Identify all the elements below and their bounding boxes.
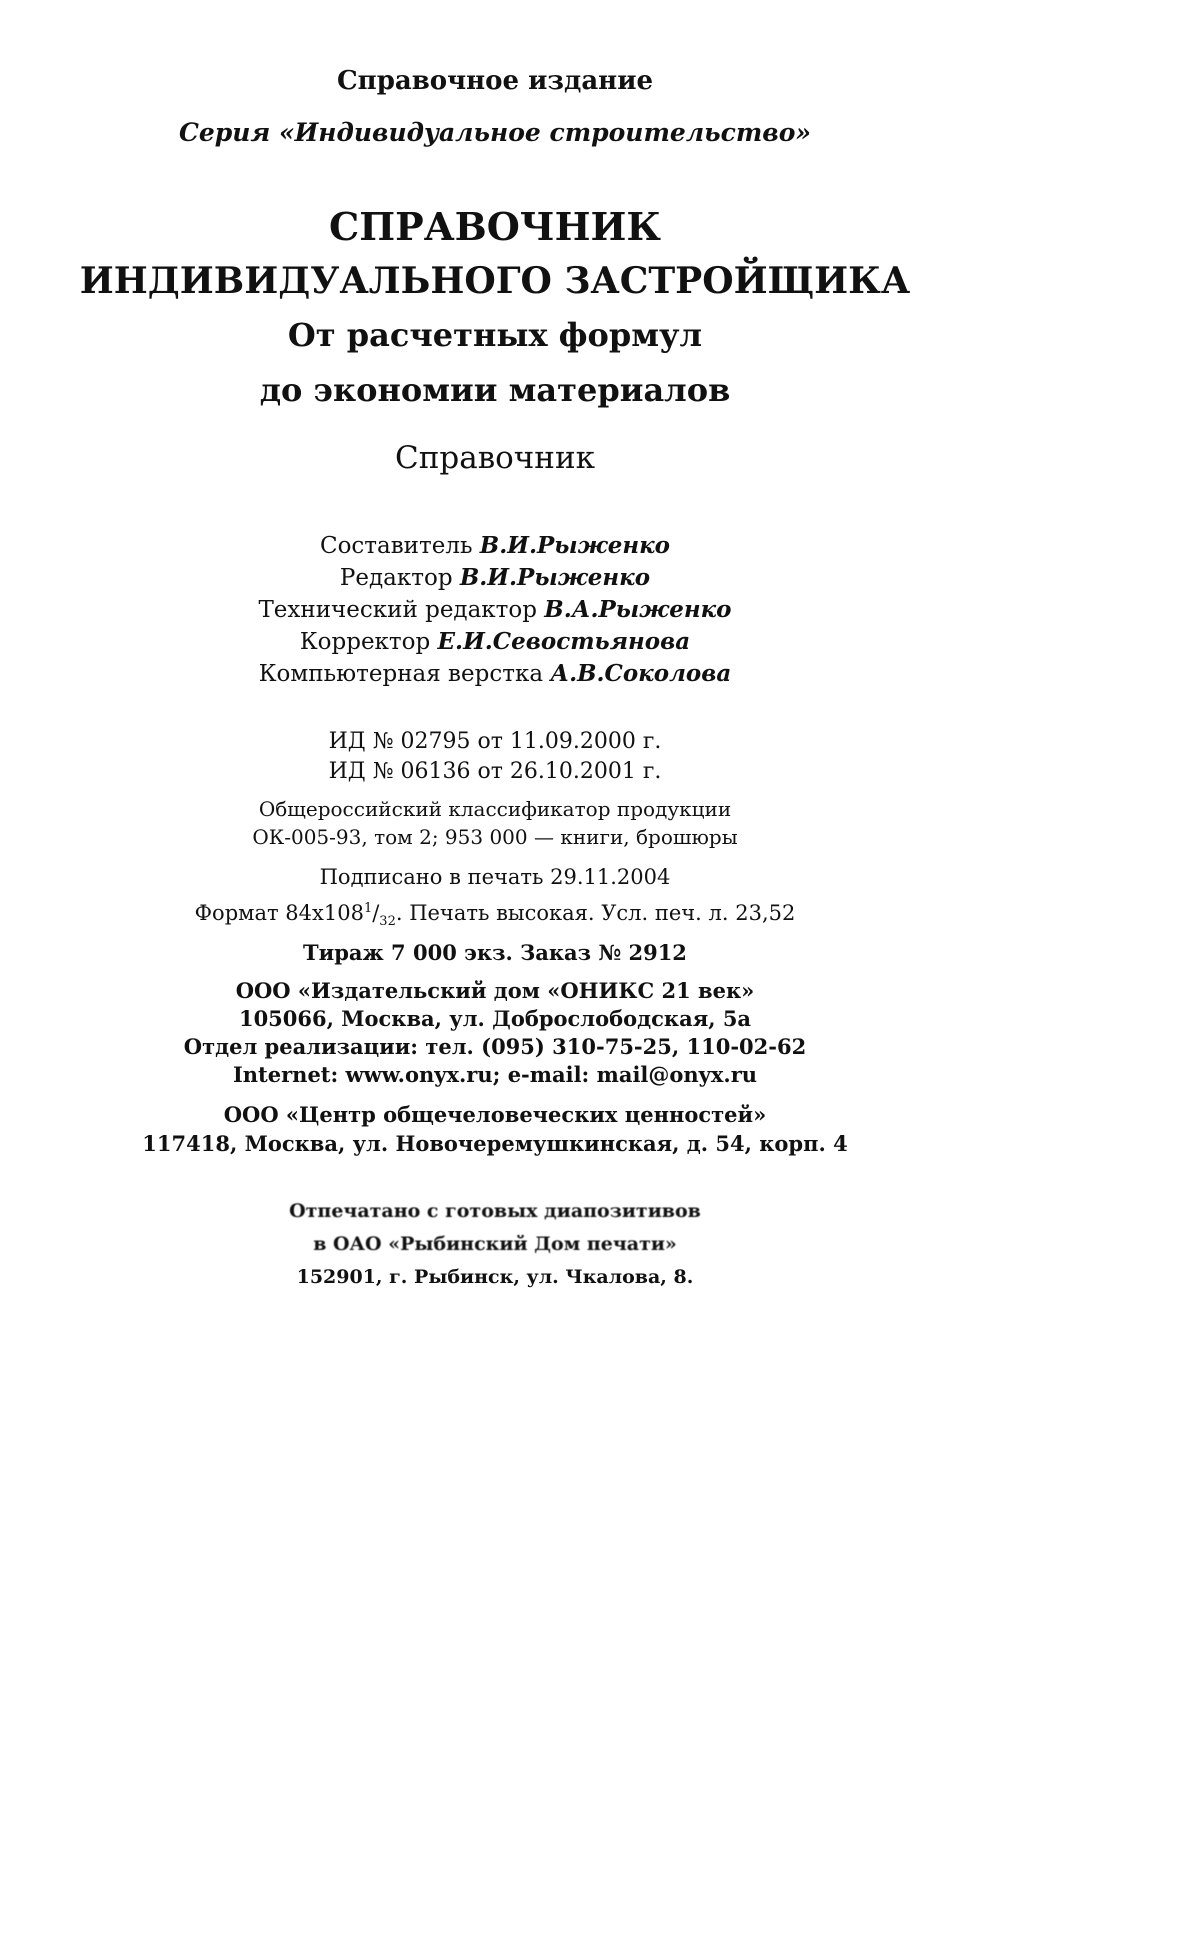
print-run: Тираж 7 000 экз. Заказ № 2912 (303, 940, 687, 966)
credit-name: В.И.Рыженко (479, 532, 671, 559)
subtitle-line-2: до экономии материалов (259, 371, 731, 409)
printer-address: 152901, г. Рыбинск, ул. Чкалова, 8. (296, 1266, 694, 1288)
signed-to-print: Подписано в печать 29.11.2004 (319, 865, 671, 889)
format-sup: 1 (363, 901, 373, 916)
publisher-info (40, 977, 950, 1089)
subtitle-line-1: От расчетных формул (287, 316, 703, 354)
credit-compiler (40, 530, 950, 562)
publisher-address: 105066, Москва, ул. Доброслободская, 5а (238, 1006, 752, 1031)
credit-role: Составитель (319, 533, 473, 559)
publication-type (40, 66, 950, 96)
credit-name: В.И.Рыженко (459, 564, 651, 591)
format-sub: 32 (379, 914, 396, 930)
credit-proofreader (40, 626, 950, 658)
credit-role: Технический редактор (258, 597, 537, 623)
series-line (40, 118, 950, 147)
distributor-name: ООО «Центр общечеловеческих ценностей» (223, 1102, 767, 1127)
credit-name: В.А.Рыженко (544, 596, 732, 623)
credit-role: Корректор (299, 629, 431, 655)
genre-text: Справочник (394, 440, 596, 476)
title-line-1: СПРАВОЧНИК (329, 204, 661, 249)
credit-editor (40, 562, 950, 594)
publisher-sales: Отдел реализации: тел. (095) 310-75-25, 110-02-62 (183, 1034, 807, 1059)
publisher-internet: Internet: www.onyx.ru; e-mail: mail@onyx.ru (232, 1062, 758, 1087)
license-ids (40, 727, 950, 787)
publisher-name: ООО «Издательский дом «ОНИКС 21 век» (235, 978, 755, 1003)
book-title (40, 200, 950, 418)
print-details (40, 862, 950, 968)
credit-name: Е.И.Севостьянова (437, 628, 691, 655)
publication-type-text: Справочное издание (336, 66, 654, 96)
credit-role: Компьютерная верстка (258, 661, 544, 687)
classifier-line-1: Общероссийский классификатор продукции (258, 797, 732, 821)
format-line: Формат $84x108^1/_{32}$. Печать высокая. Усл. печ. л. 23,52 (194, 901, 796, 930)
license-id-1: ИД № 02795 от 11.09.2000 г. (328, 729, 662, 754)
printer-line-2: в ОАО «Рыбинский Дом печати» (313, 1233, 677, 1255)
format-suffix: . Печать высокая. Усл. печ. л. 23,52 (395, 901, 796, 925)
classifier-line-2: ОК-005-93, том 2; 953 000 — книги, брошюры (252, 825, 738, 849)
printer-info (40, 1195, 950, 1294)
distributor-info (40, 1100, 950, 1158)
series-text: Серия «Индивидуальное строительство» (178, 118, 812, 147)
license-id-2: ИД № 06136 от 26.10.2001 г. (328, 759, 662, 784)
credit-role: Редактор (339, 565, 453, 591)
title-line-2: ИНДИВИДУАЛЬНОГО ЗАСТРОЙЩИКА (79, 260, 911, 302)
genre (40, 440, 950, 476)
credit-technical-editor (40, 594, 950, 626)
distributor-address: 117418, Москва, ул. Новочеремушкинская, д. 54, корп. 4 (142, 1131, 848, 1156)
credit-layout (40, 658, 950, 690)
product-classifier (40, 795, 950, 851)
credit-name: А.В.Соколова (550, 660, 732, 687)
format-prefix: Формат 84x108 (194, 901, 364, 925)
printer-line-1: Отпечатано с готовых диапозитивов (289, 1200, 701, 1222)
credits-list (40, 530, 950, 690)
